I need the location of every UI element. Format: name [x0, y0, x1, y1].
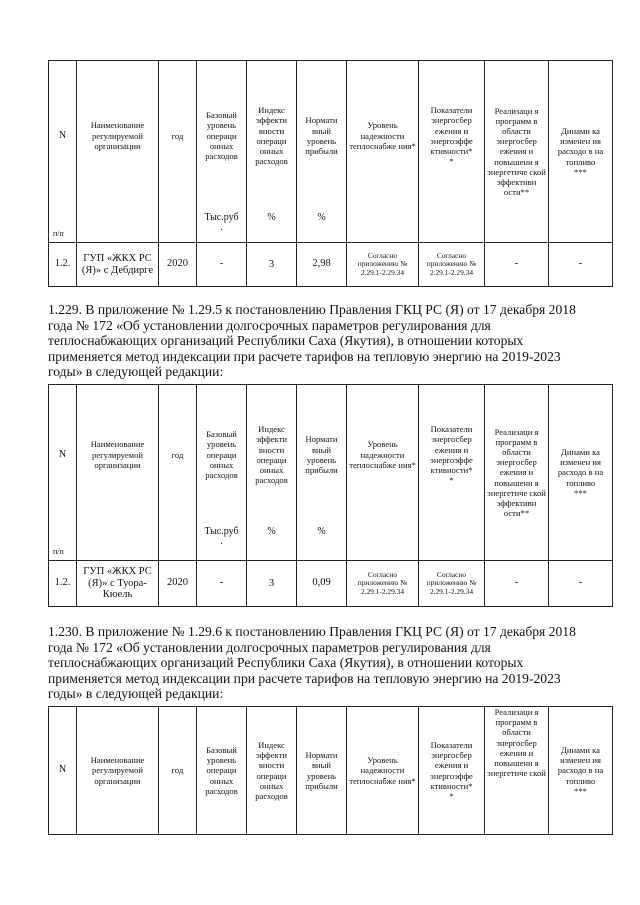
row-number: 1.2.	[49, 561, 77, 607]
program-value: -	[485, 243, 549, 287]
reliability-value: Согласно приложению № 2.29.1-2.29.34	[347, 243, 419, 287]
efficiency-index-value: 3	[247, 243, 297, 287]
base-costs-value: -	[197, 243, 247, 287]
header-fuel-dynamics: Динами ка изменен ия расходо в на топливо ***	[549, 61, 613, 243]
header-reliability: Уровень надежности теплоснабже ния*	[347, 61, 419, 211]
fuel-dynamics-value: -	[549, 561, 613, 607]
normative-profit-value: 2,98	[297, 243, 347, 287]
unit-percent: %	[247, 211, 297, 243]
header-energy-indicators: Показатели энергосбер ежения и энергоэффе ктивности* *	[419, 385, 485, 525]
header-n: N	[49, 707, 77, 835]
unit-thousand-rub: Тыс.руб .	[197, 211, 247, 243]
header-normative-profit: Нормати вный уровень прибыли	[297, 707, 347, 835]
header-program: Реализаци я программ в области энергосбер ежения и повышени я энергетиче ской эффективн ости**	[485, 385, 549, 561]
fuel-dynamics-value: -	[549, 243, 613, 287]
header-reliability: Уровень надежности теплоснабже ния*	[347, 707, 419, 835]
energy-indicators-value: Согласно приложению № 2.29.1-2.29.34	[419, 243, 485, 287]
unit-thousand-rub: Тыс.руб .	[197, 525, 247, 561]
parameters-table-2	[48, 384, 613, 607]
header-n: N	[49, 385, 77, 525]
header-energy-indicators: Показатели энергосбер ежения и энергоэффе ктивности* *	[419, 61, 485, 211]
header-year: год	[159, 385, 197, 525]
clause-1-230: 1.230. В приложение № 1.29.6 к постановлению Правления ГКЦ РС (Я) от 17 декабря 2018 года № 172 «Об установлении долгосрочных параметров регулирования для теплоснабжающих организаций Республики Саха (Якутия), в отношении которых применяется метод индексации при расчете тарифов на тепловую энергию на 2019-2023 годы» в следующей редакции:	[48, 624, 576, 702]
header-np: п/п	[49, 525, 77, 561]
parameters-table-3	[48, 706, 613, 835]
base-costs-value: -	[197, 561, 247, 607]
normative-profit-value: 0,09	[297, 561, 347, 607]
header-year: год	[159, 707, 197, 835]
header-org-name: Наименование регулируемой организации	[77, 707, 159, 835]
unit-percent: %	[247, 525, 297, 561]
unit-percent: %	[297, 525, 347, 561]
clause-1-229: 1.229. В приложение № 1.29.5 к постановлению Правления ГКЦ РС (Я) от 17 декабря 2018 года № 172 «Об установлении долгосрочных параметров регулирования для теплоснабжающих организаций Республики Саха (Якутия), в отношении которых применяется метод индексации при расчете тарифов на тепловую энергию на 2019-2023 годы» в следующей редакции:	[48, 302, 576, 380]
header-efficiency-index: Индекс эффекти вности операци онных расходов	[247, 707, 297, 835]
program-value: -	[485, 561, 549, 607]
header-org-name: Наименование регулируемой организации	[77, 385, 159, 525]
header-normative-profit: Нормати вный уровень прибыли	[297, 61, 347, 211]
efficiency-index-value: 3	[247, 561, 297, 607]
header-normative-profit: Нормати вный уровень прибыли	[297, 385, 347, 525]
table-row	[49, 561, 613, 607]
header-program: Реализаци я программ в области энергосбер ежения и повышени я энергетиче ской	[485, 707, 549, 835]
header-base-costs: Базовый уровень операци онных расходов	[197, 707, 247, 835]
organization-name: ГУП «ЖКХ РС (Я)» с Дебдирге	[77, 243, 159, 287]
header-n: N	[49, 61, 77, 211]
organization-name: ГУП «ЖКХ РС (Я)» с Туора-Кюель	[77, 561, 159, 607]
header-program: Реализаци я программ в области энергосбер ежения и повышени я энергетиче ской эффективн ости**	[485, 61, 549, 243]
table-row	[49, 243, 613, 287]
header-year: год	[159, 61, 197, 211]
header-reliability: Уровень надежности теплоснабже ния*	[347, 385, 419, 525]
reliability-value: Согласно приложению № 2.29.1-2.29.34	[347, 561, 419, 607]
header-org-name: Наименование регулируемой организации	[77, 61, 159, 211]
row-number: 1.2.	[49, 243, 77, 287]
energy-indicators-value: Согласно приложению № 2.29.1-2.29.34	[419, 561, 485, 607]
header-base-costs: Базовый уровень операци онных расходов	[197, 61, 247, 211]
header-base-costs: Базовый уровень операци онных расходов	[197, 385, 247, 525]
row-year: 2020	[159, 243, 197, 287]
header-energy-indicators: Показатели энергосбер ежения и энергоэффе ктивности* *	[419, 707, 485, 835]
parameters-table-1	[48, 60, 613, 287]
row-year: 2020	[159, 561, 197, 607]
header-np: п/п	[49, 211, 77, 243]
header-fuel-dynamics: Динами ка изменен ия расходо в на топливо ***	[549, 707, 613, 835]
header-fuel-dynamics: Динами ка изменен ия расходо в на топливо ***	[549, 385, 613, 561]
header-efficiency-index: Индекс эффекти вности операци онных расходов	[247, 61, 297, 211]
unit-percent: %	[297, 211, 347, 243]
header-efficiency-index: Индекс эффекти вности операци онных расходов	[247, 385, 297, 525]
